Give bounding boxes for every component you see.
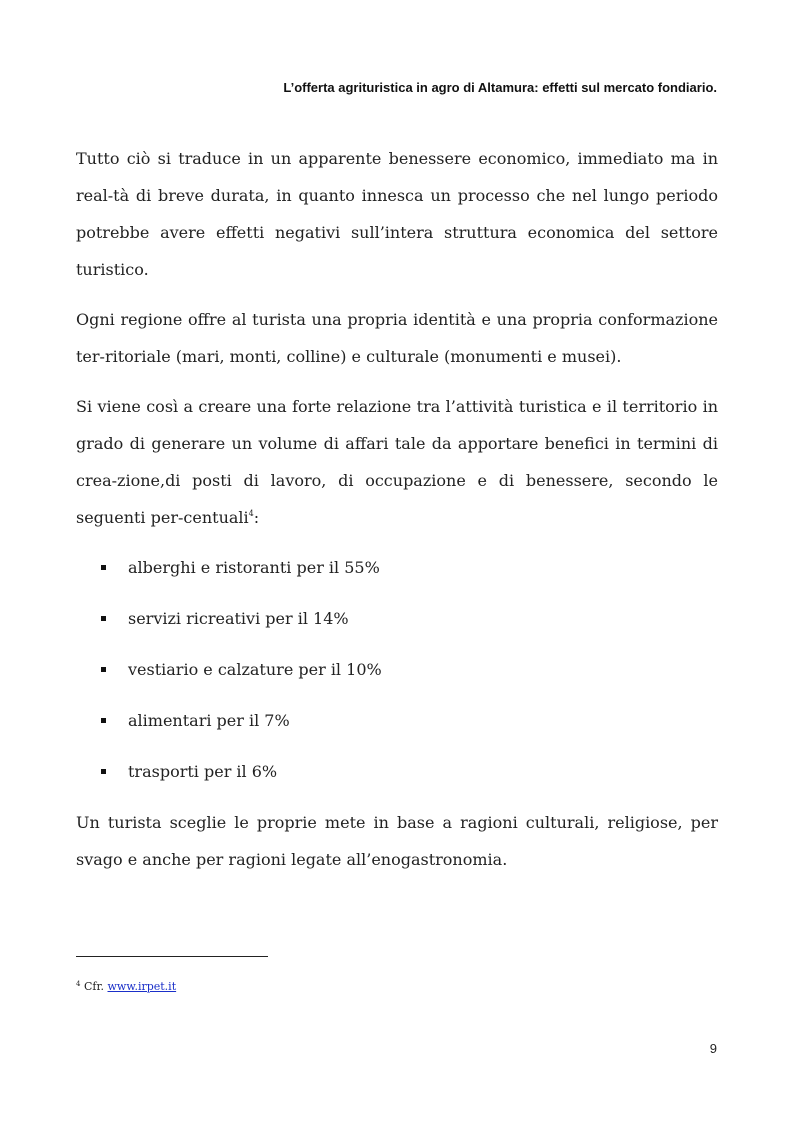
list-item <box>76 600 718 637</box>
list-item <box>76 702 718 739</box>
list-item-text: alberghi e ristoranti per il 55% <box>128 558 380 577</box>
paragraph-4: Un turista sceglie le proprie mete in base a ragioni culturali, religiose, per svago e anche per ragioni legate all’enogastronomia. <box>76 813 718 869</box>
list-item-text: vestiario e calzature per il 10% <box>128 660 382 679</box>
footnote-prefix: Cfr. <box>83 980 108 993</box>
square-bullet-icon <box>101 718 106 723</box>
list-item-text: alimentari per il 7% <box>128 711 290 730</box>
list-item-text: trasporti per il 6% <box>128 762 278 781</box>
paragraph-3-text: Si viene così a creare una forte relazione tra l’attività turistica e il territorio in grado di generare un volume di affari tale da apportare benefici in termini di crea-zione,di posti di lavoro, di occupazione e di benessere, secondo le seguenti per-centuali <box>76 397 718 527</box>
list-item <box>76 549 718 586</box>
percentage-list <box>76 549 718 790</box>
list-item-text: servizi ricreativi per il 14% <box>128 609 349 628</box>
running-header-title: L’offerta agrituristica in agro di Altamura: effetti sul mercato fondiario. <box>283 80 717 95</box>
square-bullet-icon <box>101 565 106 570</box>
paragraph-3-suffix: : <box>253 508 260 527</box>
paragraph-2: Ogni regione offre al turista una propria identità e una propria conformazione ter-ritoriale (mari, monti, colline) e culturale (monumenti e musei). <box>76 310 718 366</box>
footnote-divider <box>76 956 268 957</box>
list-item <box>76 753 718 790</box>
footnote-number: 4 <box>76 980 81 988</box>
main-text <box>76 140 718 891</box>
footnote-reference[interactable]: 4 <box>248 509 254 518</box>
square-bullet-icon <box>101 667 106 672</box>
square-bullet-icon <box>101 769 106 774</box>
footnote <box>76 980 176 993</box>
page-number: 9 <box>709 1041 717 1056</box>
square-bullet-icon <box>101 616 106 621</box>
list-item <box>76 651 718 688</box>
paragraph-3 <box>76 388 718 536</box>
footnote-link[interactable]: www.irpet.it <box>107 980 177 993</box>
paragraph-1: Tutto ciò si traduce in un apparente benessere economico, immediato ma in real-tà di breve durata, in quanto innesca un processo che nel lungo periodo potrebbe avere effetti negativi sull’intera struttura economica del settore turistico. <box>76 149 718 279</box>
